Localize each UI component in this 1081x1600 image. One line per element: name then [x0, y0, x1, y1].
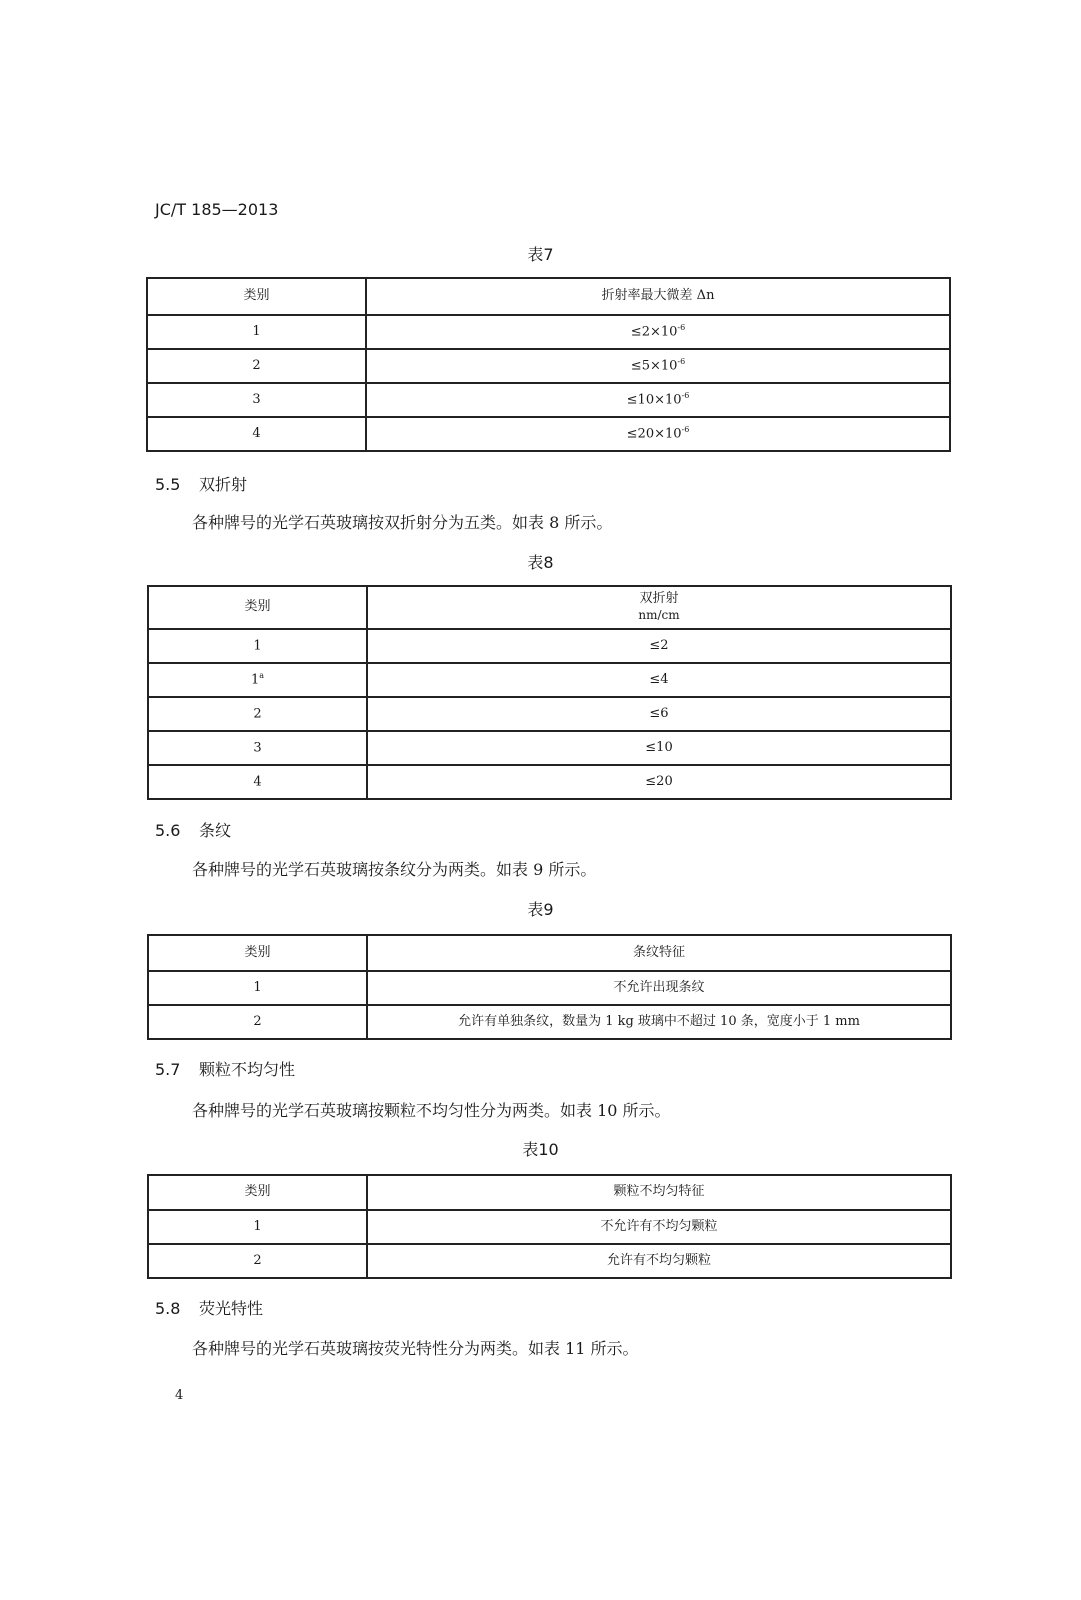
table9-header-value: 条纹特征 — [367, 935, 951, 971]
table8-cell-category — [148, 731, 367, 765]
unit-label: nm/cm — [638, 608, 680, 623]
section-number: 5.7 — [155, 1060, 181, 1079]
section-5-7-heading — [155, 1057, 295, 1080]
section-5-6-heading — [155, 818, 231, 841]
table8-cell-category — [148, 697, 367, 731]
section-5-7-text: 各种牌号的光学石英玻璃按颗粒不均匀性分为两类。如表 10 所示。 — [192, 1101, 671, 1120]
category-text: 2 — [253, 706, 262, 722]
header-line: 双折射 — [639, 591, 679, 607]
table10-cell-category: 2 — [148, 1244, 367, 1278]
category-text: 3 — [253, 740, 262, 756]
table8-header-value — [367, 586, 951, 629]
exponent: -6 — [681, 424, 690, 434]
table10-cell-category: 1 — [148, 1210, 367, 1244]
value-text: ≤2×10 — [630, 324, 678, 340]
section-5-6-text: 各种牌号的光学石英玻璃按条纹分为两类。如表 9 所示。 — [192, 860, 597, 879]
table-row — [148, 629, 951, 663]
table8-cell-value: ≤4 — [367, 663, 951, 697]
table-row — [147, 417, 950, 451]
section-title: 颗粒不均匀性 — [199, 1060, 296, 1079]
footnote-mark: a — [259, 670, 265, 680]
table7-cell-value — [366, 315, 950, 349]
category-text: 1 — [253, 638, 262, 654]
section-5-5-text: 各种牌号的光学石英玻璃按双折射分为五类。如表 8 所示。 — [192, 513, 613, 532]
value-text: ≤10×10 — [626, 392, 682, 408]
value-text: ≤5×10 — [630, 358, 678, 374]
table-row — [148, 697, 951, 731]
table8-cell-value: ≤6 — [367, 697, 951, 731]
table8-cell-value: ≤10 — [367, 731, 951, 765]
page-number: 4 — [175, 1388, 184, 1403]
table-header-row — [148, 935, 951, 971]
table-row — [147, 315, 950, 349]
category-text: 1 — [250, 672, 260, 688]
table7-header-category: 类别 — [147, 278, 366, 315]
table9-caption: 表9 — [527, 900, 554, 919]
table10-cell-value: 不允许有不均匀颗粒 — [367, 1210, 951, 1244]
exponent: -6 — [677, 356, 686, 366]
table9-header-category: 类别 — [148, 935, 367, 971]
section-title: 荧光特性 — [199, 1299, 264, 1318]
table10-cell-value: 允许有不均匀颗粒 — [367, 1244, 951, 1278]
table10-header-category: 类别 — [148, 1175, 367, 1210]
table7-cell-category: 3 — [147, 383, 366, 417]
table-row — [147, 383, 950, 417]
table7-cell-category: 1 — [147, 315, 366, 349]
section-title: 双折射 — [199, 475, 248, 494]
section-5-8-heading — [155, 1296, 263, 1319]
section-title: 条纹 — [199, 821, 232, 840]
table8-cell-category — [148, 629, 367, 663]
table-header-row — [147, 278, 950, 315]
section-5-5-heading — [155, 472, 247, 495]
table7-header-value: 折射率最大微差 Δn — [366, 278, 950, 315]
table-row — [148, 663, 951, 697]
table-row — [148, 1244, 951, 1278]
table9-cell-value: 允许有单独条纹，数量为 1 kg 玻璃中不超过 10 条，宽度小于 1 mm — [367, 1005, 951, 1039]
table8 — [147, 585, 952, 800]
table-row — [147, 349, 950, 383]
table7-cell-value — [366, 349, 950, 383]
table8-header-category: 类别 — [148, 586, 367, 629]
table7-cell-value — [366, 383, 950, 417]
table8-caption: 表8 — [527, 553, 554, 572]
table7-caption: 表7 — [527, 245, 554, 264]
table7-cell-category: 2 — [147, 349, 366, 383]
table7-cell-value — [366, 417, 950, 451]
section-number: 5.5 — [155, 475, 181, 494]
table7-cell-category: 4 — [147, 417, 366, 451]
table-row — [148, 731, 951, 765]
table10 — [147, 1174, 952, 1279]
exponent: -6 — [681, 390, 690, 400]
table9-cell-category: 2 — [148, 1005, 367, 1039]
table-header-row — [148, 586, 951, 629]
table8-cell-value: ≤20 — [367, 765, 951, 799]
standard-code: JC/T 185—2013 — [155, 200, 279, 219]
table-row — [148, 1005, 951, 1039]
table9-cell-value: 不允许出现条纹 — [367, 971, 951, 1005]
table10-header-value: 颗粒不均匀特征 — [367, 1175, 951, 1210]
table9-cell-category: 1 — [148, 971, 367, 1005]
section-number: 5.6 — [155, 821, 181, 840]
category-text: 4 — [253, 774, 262, 790]
table-row — [148, 971, 951, 1005]
table8-cell-category — [148, 663, 367, 697]
section-number: 5.8 — [155, 1299, 181, 1318]
exponent: -6 — [677, 322, 686, 332]
table8-cell-value: ≤2 — [367, 629, 951, 663]
section-5-8-text: 各种牌号的光学石英玻璃按荧光特性分为两类。如表 11 所示。 — [192, 1339, 639, 1358]
table-row — [148, 1210, 951, 1244]
table8-cell-category — [148, 765, 367, 799]
table10-caption: 表10 — [522, 1140, 559, 1159]
table-row — [148, 765, 951, 799]
table7 — [146, 277, 951, 452]
table9 — [147, 934, 952, 1040]
table-header-row — [148, 1175, 951, 1210]
value-text: ≤20×10 — [626, 426, 682, 442]
